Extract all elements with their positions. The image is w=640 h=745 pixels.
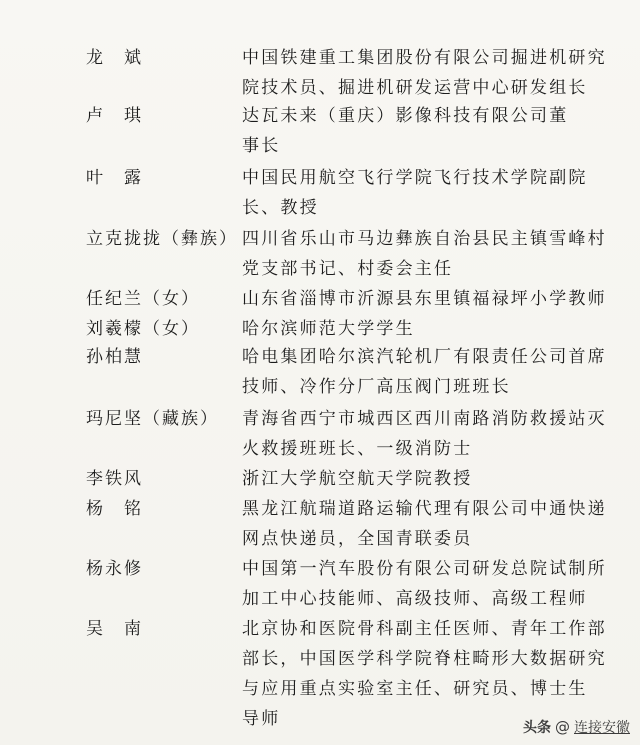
title-line: 与应用重点实验室主任、研究员、博士生 xyxy=(242,679,588,699)
person-title xyxy=(242,342,607,402)
title-line: 四川省乐山市马边彝族自治县民主镇雪峰村 xyxy=(242,229,607,249)
person-title xyxy=(242,43,607,103)
title-line: 部长，中国医学科学院脊柱畸形大数据研究 xyxy=(242,649,607,669)
title-line: 党支部书记、村委会主任 xyxy=(242,259,454,279)
person-title xyxy=(242,314,567,344)
person-name: 玛尼坚（藏族） xyxy=(86,409,219,429)
title-line: 黑龙江航瑞道路运输代理有限公司中通快递 xyxy=(242,499,607,519)
person-name: 孙柏慧 xyxy=(86,347,143,367)
title-line: 技师、冷作分厂高压阀门班班长 xyxy=(242,377,511,397)
title-line: 中国民用航空飞行学院飞行技术学院副院 xyxy=(242,168,588,188)
person-name: 叶 露 xyxy=(86,168,143,188)
person-name: 刘羲檬（女） xyxy=(86,319,200,339)
at-icon: @ xyxy=(555,718,570,736)
person-name: 立克拢拢（彝族） xyxy=(86,229,238,249)
title-line: 北京协和医院骨科副主任医师、青年工作部 xyxy=(242,619,607,639)
title-line: 中国铁建重工集团股份有限公司掘进机研究 xyxy=(242,48,607,68)
title-line: 山东省淄博市沂源县东里镇福禄坪小学教师 xyxy=(242,289,607,309)
person-name: 杨 铭 xyxy=(86,499,143,519)
title-line: 哈电集团哈尔滨汽轮机厂有限责任公司首席 xyxy=(242,347,607,367)
person-title xyxy=(242,494,607,554)
person-title xyxy=(242,404,607,464)
title-line: 网点快递员，全国青联委员 xyxy=(242,529,473,549)
title-line: 哈尔滨师范大学学生 xyxy=(242,319,415,339)
account-handle[interactable]: 连接安徽 xyxy=(574,720,630,736)
title-line: 院技术员、掘进机研发运营中心研发组长 xyxy=(242,78,588,98)
person-name: 李铁风 xyxy=(86,469,143,489)
title-line: 事长 xyxy=(242,136,281,156)
title-line: 导师 xyxy=(242,709,281,729)
source-watermark xyxy=(523,717,630,737)
toutiao-logo: 头条 xyxy=(523,720,551,736)
title-line: 加工中心技能师、高级技师、高级工程师 xyxy=(242,589,588,609)
person-name: 杨永修 xyxy=(86,559,143,579)
person-name: 龙 斌 xyxy=(86,48,143,68)
person-title xyxy=(242,101,567,161)
person-title xyxy=(242,163,588,223)
title-line: 浙江大学航空航天学院教授 xyxy=(242,469,473,489)
person-name: 吴 南 xyxy=(86,619,143,639)
title-line: 中国第一汽车股份有限公司研发总院试制所 xyxy=(242,559,607,579)
title-line: 青海省西宁市城西区西川南路消防救援站灭 xyxy=(242,409,607,429)
person-name: 任纪兰（女） xyxy=(86,289,200,309)
title-line: 长、教授 xyxy=(242,198,319,218)
person-name: 卢 琪 xyxy=(86,106,143,126)
person-title xyxy=(242,224,607,284)
title-line: 火救援班班长、一级消防士 xyxy=(242,439,473,459)
person-title xyxy=(242,284,607,314)
person-title xyxy=(242,464,567,494)
person-title xyxy=(242,554,607,614)
title-line: 达瓦未来（重庆）影像科技有限公司董 xyxy=(242,106,569,126)
